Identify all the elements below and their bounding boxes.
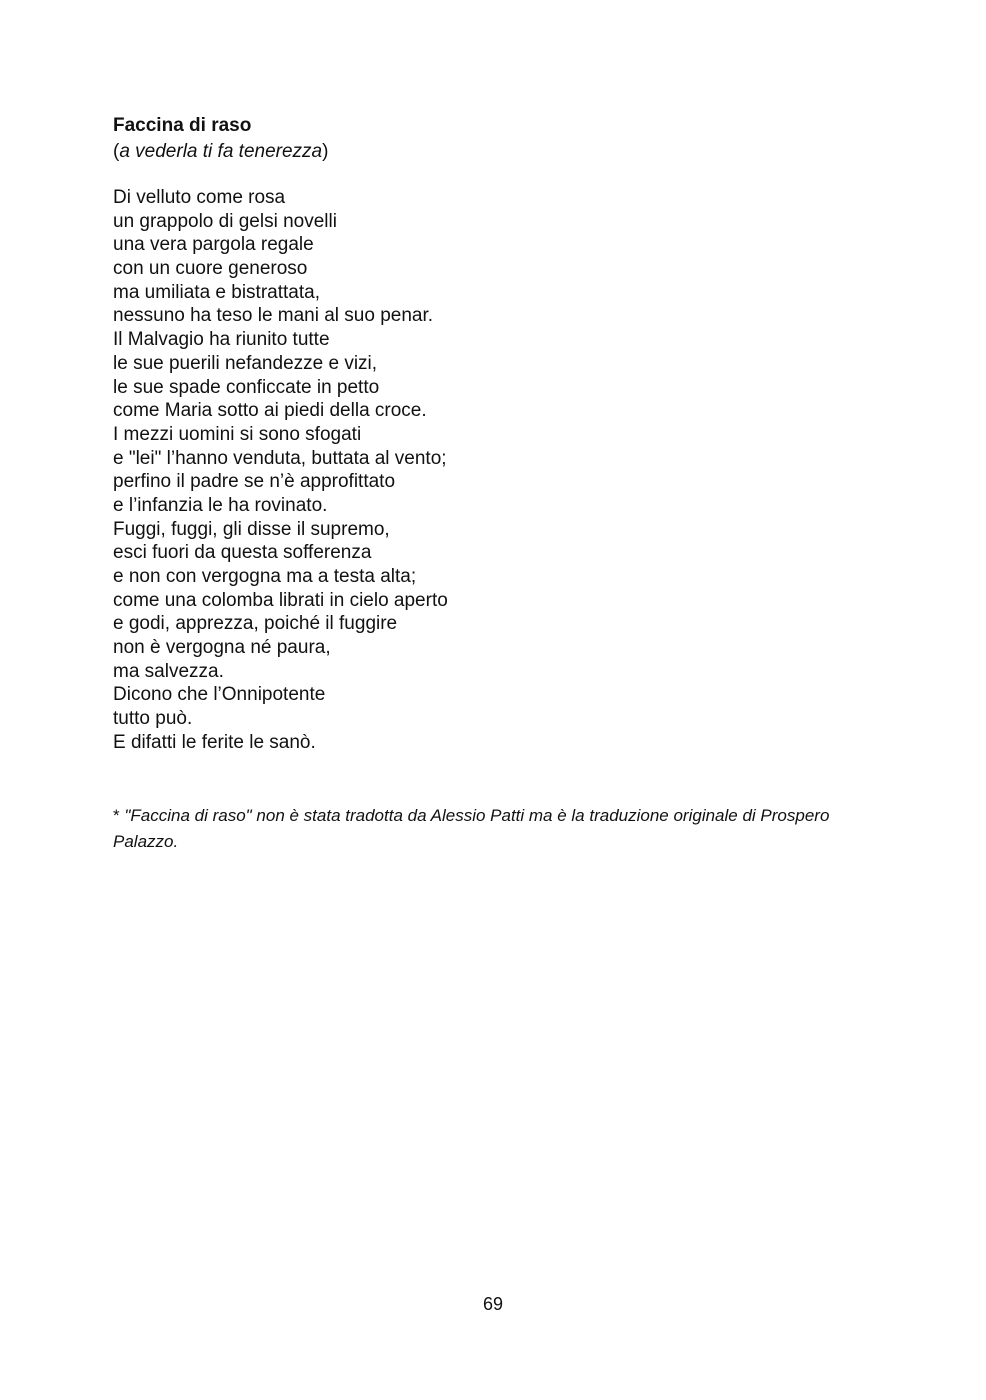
poem-line: tutto può. bbox=[113, 708, 193, 730]
poem-line: Il Malvagio ha riunito tutte bbox=[113, 329, 330, 351]
poem-line: non è vergogna né paura, bbox=[113, 637, 331, 659]
subtitle-text: a vederla ti fa tenerezza bbox=[119, 141, 323, 162]
footnote-marker: * bbox=[113, 806, 125, 825]
page-number: 69 bbox=[482, 1294, 504, 1314]
poem-line: Fuggi, fuggi, gli disse il supremo, bbox=[113, 518, 390, 540]
poem-line: ma salvezza. bbox=[113, 660, 224, 682]
poem-line: le sue puerili nefandezze e vizi, bbox=[113, 352, 378, 374]
poem-line: come una colomba librati in cielo aperto bbox=[113, 589, 448, 611]
poem-line: perfino il padre se n’è approfittato bbox=[113, 471, 396, 493]
poem-line: ma umiliata e bistrattata, bbox=[113, 281, 320, 303]
poem-line: un grappolo di gelsi novelli bbox=[113, 210, 337, 232]
poem-line: e non con vergogna ma a testa alta; bbox=[113, 566, 417, 587]
poem-line: Dicono che l’Onnipotente bbox=[113, 684, 326, 706]
poem-line: con un cuore generoso bbox=[113, 258, 308, 280]
poem-subtitle bbox=[113, 140, 328, 164]
poem-line: E difatti le ferite le sanò. bbox=[113, 731, 316, 753]
poem-line: le sue spade conficcate in petto bbox=[113, 376, 380, 398]
poem-line: una vera pargola regale bbox=[113, 234, 314, 256]
poem-body bbox=[113, 186, 448, 755]
poem-line: come Maria sotto ai piedi della croce. bbox=[113, 400, 427, 422]
footnote-text: "Faccina di raso" non è stata tradotta da Alessio Patti ma è la traduzione originale di Prospero Palazzo. bbox=[113, 806, 830, 851]
poem-title: Faccina di raso bbox=[113, 115, 252, 136]
poem-line: e l’infanzia le ha rovinato. bbox=[113, 494, 328, 516]
footnote bbox=[113, 803, 883, 855]
poem-line: I mezzi uomini si sono sfogati bbox=[113, 423, 362, 445]
poem-line: e godi, apprezza, poiché il fuggire bbox=[113, 613, 398, 635]
subtitle-open-paren: ( bbox=[113, 141, 120, 162]
poem-line: e "lei" l’hanno venduta, buttata al vento; bbox=[113, 447, 447, 469]
poem-line: nessuno ha teso le mani al suo penar. bbox=[113, 305, 434, 327]
subtitle-close-paren: ) bbox=[322, 141, 329, 162]
poem-line: Di velluto come rosa bbox=[113, 187, 286, 208]
poem-line: esci fuori da questa sofferenza bbox=[113, 542, 372, 564]
